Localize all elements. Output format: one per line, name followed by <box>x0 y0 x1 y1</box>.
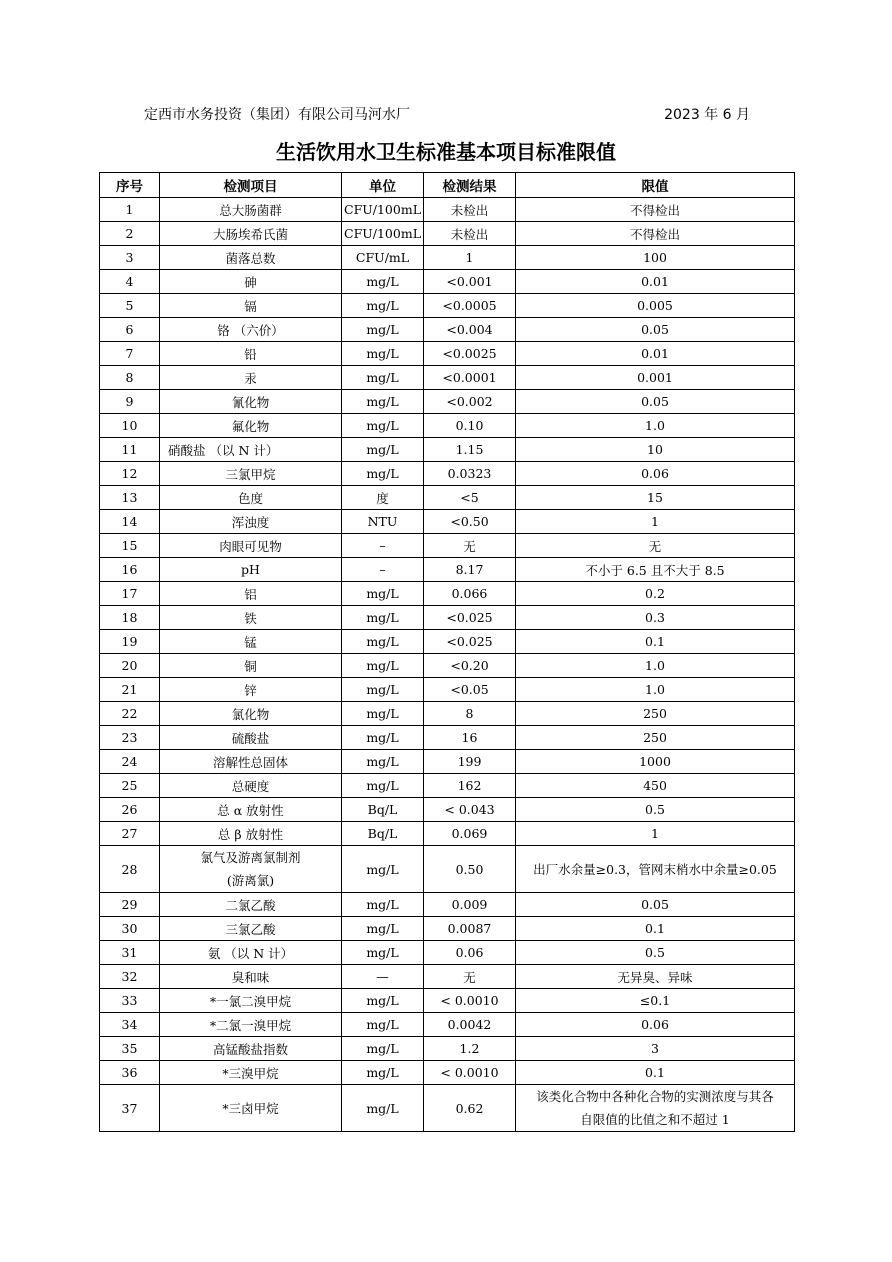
table-row <box>100 486 795 510</box>
table-row <box>100 246 795 270</box>
unit: mg/L <box>342 654 424 678</box>
limit-value: 0.01 <box>516 342 795 366</box>
unit: mg/L <box>342 270 424 294</box>
column-header: 序号 <box>100 173 160 198</box>
row-number: 13 <box>100 486 160 510</box>
test-result: <0.0005 <box>424 294 516 318</box>
table-row <box>100 893 795 917</box>
table-header-row <box>100 173 795 198</box>
row-number: 27 <box>100 822 160 846</box>
row-number: 7 <box>100 342 160 366</box>
test-item: 二氯乙酸 <box>160 893 342 917</box>
row-number: 4 <box>100 270 160 294</box>
unit: mg/L <box>342 390 424 414</box>
limit-value: 0.06 <box>516 1013 795 1037</box>
test-result: 1.2 <box>424 1037 516 1061</box>
test-result: <0.001 <box>424 270 516 294</box>
unit: CFU/100mL <box>342 198 424 222</box>
limit-value: 0.1 <box>516 1061 795 1085</box>
row-number: 5 <box>100 294 160 318</box>
row-number: 18 <box>100 606 160 630</box>
table-row <box>100 846 795 893</box>
row-number: 8 <box>100 366 160 390</box>
test-result: 无 <box>424 534 516 558</box>
row-number: 9 <box>100 390 160 414</box>
test-result: <0.025 <box>424 606 516 630</box>
test-item: 铁 <box>160 606 342 630</box>
unit: mg/L <box>342 893 424 917</box>
limit-value: 1.0 <box>516 654 795 678</box>
row-number: 35 <box>100 1037 160 1061</box>
test-item: 大肠埃希氏菌 <box>160 222 342 246</box>
table-row <box>100 750 795 774</box>
table-row <box>100 774 795 798</box>
limit-value: 1.0 <box>516 414 795 438</box>
table-row <box>100 318 795 342</box>
row-number: 17 <box>100 582 160 606</box>
test-result: 0.62 <box>424 1085 516 1132</box>
unit: CFU/100mL <box>342 222 424 246</box>
table-row <box>100 822 795 846</box>
row-number: 19 <box>100 630 160 654</box>
table-row <box>100 414 795 438</box>
unit: 度 <box>342 486 424 510</box>
test-result: 199 <box>424 750 516 774</box>
unit: NTU <box>342 510 424 534</box>
row-number: 26 <box>100 798 160 822</box>
limit-value: 0.1 <box>516 917 795 941</box>
limit-value: 0.01 <box>516 270 795 294</box>
table-body <box>100 198 795 1132</box>
table-row <box>100 558 795 582</box>
table-row <box>100 798 795 822</box>
limit-value: 0.05 <box>516 390 795 414</box>
limit-value: 250 <box>516 726 795 750</box>
organization-name: 定西市水务投资（集团）有限公司马河水厂 <box>144 107 410 123</box>
table-row <box>100 582 795 606</box>
row-number: 28 <box>100 846 160 893</box>
unit: mg/L <box>342 917 424 941</box>
row-number: 15 <box>100 534 160 558</box>
table-row <box>100 270 795 294</box>
unit: mg/L <box>342 294 424 318</box>
standards-table <box>99 172 795 1132</box>
limit-value: 15 <box>516 486 795 510</box>
row-number: 22 <box>100 702 160 726</box>
row-number: 14 <box>100 510 160 534</box>
table-row <box>100 917 795 941</box>
table-row <box>100 510 795 534</box>
column-header: 检测结果 <box>424 173 516 198</box>
test-result: < 0.0010 <box>424 989 516 1013</box>
test-result: 0.50 <box>424 846 516 893</box>
row-number: 6 <box>100 318 160 342</box>
unit: mg/L <box>342 678 424 702</box>
unit: mg/L <box>342 750 424 774</box>
limit-value: 该类化合物中各种化合物的实测浓度与其各 自限值的比值之和不超过 1 <box>516 1085 795 1132</box>
unit: mg/L <box>342 1037 424 1061</box>
table-row <box>100 342 795 366</box>
limit-value: 0.1 <box>516 630 795 654</box>
unit: mg/L <box>342 414 424 438</box>
test-item: 浑浊度 <box>160 510 342 534</box>
test-item: 硝酸盐 （以 N 计） <box>160 438 342 462</box>
table-row <box>100 606 795 630</box>
test-result: <0.05 <box>424 678 516 702</box>
table-row <box>100 294 795 318</box>
row-number: 2 <box>100 222 160 246</box>
limit-value: 10 <box>516 438 795 462</box>
table-row <box>100 438 795 462</box>
test-result: 0.066 <box>424 582 516 606</box>
test-result: 0.069 <box>424 822 516 846</box>
test-item: 总 α 放射性 <box>160 798 342 822</box>
test-item: 总 β 放射性 <box>160 822 342 846</box>
test-item: *一氯二溴甲烷 <box>160 989 342 1013</box>
table-row <box>100 1037 795 1061</box>
test-item: 氨 （以 N 计） <box>160 941 342 965</box>
test-item: 砷 <box>160 270 342 294</box>
row-number: 33 <box>100 989 160 1013</box>
column-header: 限值 <box>516 173 795 198</box>
unit: mg/L <box>342 366 424 390</box>
row-number: 1 <box>100 198 160 222</box>
table-row <box>100 1061 795 1085</box>
test-item: 氰化物 <box>160 390 342 414</box>
report-date: 2023 年 6 月 <box>664 107 750 123</box>
row-number: 3 <box>100 246 160 270</box>
test-result: 未检出 <box>424 198 516 222</box>
limit-value: 1 <box>516 822 795 846</box>
column-header: 单位 <box>342 173 424 198</box>
limit-value: 250 <box>516 702 795 726</box>
test-item: 菌落总数 <box>160 246 342 270</box>
test-item: 铝 <box>160 582 342 606</box>
table-row <box>100 654 795 678</box>
row-number: 37 <box>100 1085 160 1132</box>
row-number: 29 <box>100 893 160 917</box>
limit-value: 0.06 <box>516 462 795 486</box>
unit: mg/L <box>342 1061 424 1085</box>
test-item: 硫酸盐 <box>160 726 342 750</box>
unit: Bq/L <box>342 798 424 822</box>
test-item: 肉眼可见物 <box>160 534 342 558</box>
row-number: 21 <box>100 678 160 702</box>
unit: mg/L <box>342 846 424 893</box>
row-number: 10 <box>100 414 160 438</box>
table-row <box>100 1013 795 1037</box>
test-result: 未检出 <box>424 222 516 246</box>
test-item: 铜 <box>160 654 342 678</box>
test-result: 8.17 <box>424 558 516 582</box>
column-header: 检测项目 <box>160 173 342 198</box>
page-title: 生活饮用水卫生标准基本项目标准限值 <box>276 140 616 164</box>
table-row <box>100 678 795 702</box>
unit: mg/L <box>342 582 424 606</box>
unit: mg/L <box>342 606 424 630</box>
test-item: 铅 <box>160 342 342 366</box>
limit-value: 1 <box>516 510 795 534</box>
test-item: 总硬度 <box>160 774 342 798</box>
test-result: <0.002 <box>424 390 516 414</box>
limit-value: 450 <box>516 774 795 798</box>
test-result: 0.009 <box>424 893 516 917</box>
unit: mg/L <box>342 318 424 342</box>
row-number: 16 <box>100 558 160 582</box>
test-item: 臭和味 <box>160 965 342 989</box>
limit-value: ≤0.1 <box>516 989 795 1013</box>
test-result: 0.0323 <box>424 462 516 486</box>
test-result: 0.10 <box>424 414 516 438</box>
table-row <box>100 630 795 654</box>
unit: mg/L <box>342 1085 424 1132</box>
limit-value: 出厂水余量≥0.3，管网末梢水中余量≥0.05 <box>516 846 795 893</box>
test-item: pH <box>160 558 342 582</box>
row-number: 20 <box>100 654 160 678</box>
limit-value: 0.5 <box>516 941 795 965</box>
test-result: 162 <box>424 774 516 798</box>
limit-value: 无 <box>516 534 795 558</box>
unit: mg/L <box>342 630 424 654</box>
unit: mg/L <box>342 702 424 726</box>
row-number: 32 <box>100 965 160 989</box>
row-number: 30 <box>100 917 160 941</box>
unit: mg/L <box>342 989 424 1013</box>
test-result: <0.0025 <box>424 342 516 366</box>
limit-value: 无异臭、异味 <box>516 965 795 989</box>
test-item: 镉 <box>160 294 342 318</box>
row-number: 31 <box>100 941 160 965</box>
test-item: 氟化物 <box>160 414 342 438</box>
test-item: 高锰酸盐指数 <box>160 1037 342 1061</box>
table-row <box>100 965 795 989</box>
test-result: <5 <box>424 486 516 510</box>
test-result: <0.025 <box>424 630 516 654</box>
test-item: 汞 <box>160 366 342 390</box>
limit-value: 0.05 <box>516 893 795 917</box>
test-result: < 0.043 <box>424 798 516 822</box>
document-header <box>144 104 750 126</box>
limit-value: 0.001 <box>516 366 795 390</box>
table-row <box>100 198 795 222</box>
unit: CFU/mL <box>342 246 424 270</box>
unit: mg/L <box>342 774 424 798</box>
row-number: 25 <box>100 774 160 798</box>
table-row <box>100 989 795 1013</box>
test-result: <0.50 <box>424 510 516 534</box>
limit-value: 不得检出 <box>516 198 795 222</box>
test-item: 氯化物 <box>160 702 342 726</box>
limit-value: 0.5 <box>516 798 795 822</box>
unit: – <box>342 534 424 558</box>
limit-value: 不得检出 <box>516 222 795 246</box>
unit: mg/L <box>342 1013 424 1037</box>
test-result: 8 <box>424 702 516 726</box>
limit-value: 0.05 <box>516 318 795 342</box>
table-row <box>100 222 795 246</box>
test-result: 16 <box>424 726 516 750</box>
row-number: 12 <box>100 462 160 486</box>
test-result: < 0.0010 <box>424 1061 516 1085</box>
row-number: 24 <box>100 750 160 774</box>
test-result: <0.004 <box>424 318 516 342</box>
test-item: 锌 <box>160 678 342 702</box>
limit-value: 0.005 <box>516 294 795 318</box>
test-item: 总大肠菌群 <box>160 198 342 222</box>
table-row <box>100 702 795 726</box>
test-result: 0.0087 <box>424 917 516 941</box>
limit-value: 1.0 <box>516 678 795 702</box>
unit: mg/L <box>342 342 424 366</box>
test-result: 无 <box>424 965 516 989</box>
unit: Bq/L <box>342 822 424 846</box>
limit-value: 0.2 <box>516 582 795 606</box>
unit: mg/L <box>342 941 424 965</box>
table-row <box>100 726 795 750</box>
limit-value: 1000 <box>516 750 795 774</box>
table-row <box>100 941 795 965</box>
test-item: 溶解性总固体 <box>160 750 342 774</box>
test-item: 三氯乙酸 <box>160 917 342 941</box>
test-item: *三卤甲烷 <box>160 1085 342 1132</box>
test-item: *三溴甲烷 <box>160 1061 342 1085</box>
test-item: 色度 <box>160 486 342 510</box>
test-item: 锰 <box>160 630 342 654</box>
unit: — <box>342 965 424 989</box>
test-item: *二氯一溴甲烷 <box>160 1013 342 1037</box>
test-item: 三氯甲烷 <box>160 462 342 486</box>
table-row <box>100 390 795 414</box>
limit-value: 不小于 6.5 且不大于 8.5 <box>516 558 795 582</box>
test-result: 1 <box>424 246 516 270</box>
test-result: 0.06 <box>424 941 516 965</box>
table-row <box>100 366 795 390</box>
limit-value: 100 <box>516 246 795 270</box>
table-row <box>100 1085 795 1132</box>
row-number: 36 <box>100 1061 160 1085</box>
test-result: 1.15 <box>424 438 516 462</box>
row-number: 34 <box>100 1013 160 1037</box>
unit: mg/L <box>342 438 424 462</box>
unit: – <box>342 558 424 582</box>
test-item: 铬 （六价） <box>160 318 342 342</box>
test-result: 0.0042 <box>424 1013 516 1037</box>
test-item: 氯气及游离氯制剂 (游离氯) <box>160 846 342 893</box>
unit: mg/L <box>342 462 424 486</box>
row-number: 23 <box>100 726 160 750</box>
row-number: 11 <box>100 438 160 462</box>
test-result: <0.20 <box>424 654 516 678</box>
test-result: <0.0001 <box>424 366 516 390</box>
table-row <box>100 462 795 486</box>
limit-value: 0.3 <box>516 606 795 630</box>
table-row <box>100 534 795 558</box>
unit: mg/L <box>342 726 424 750</box>
limit-value: 3 <box>516 1037 795 1061</box>
